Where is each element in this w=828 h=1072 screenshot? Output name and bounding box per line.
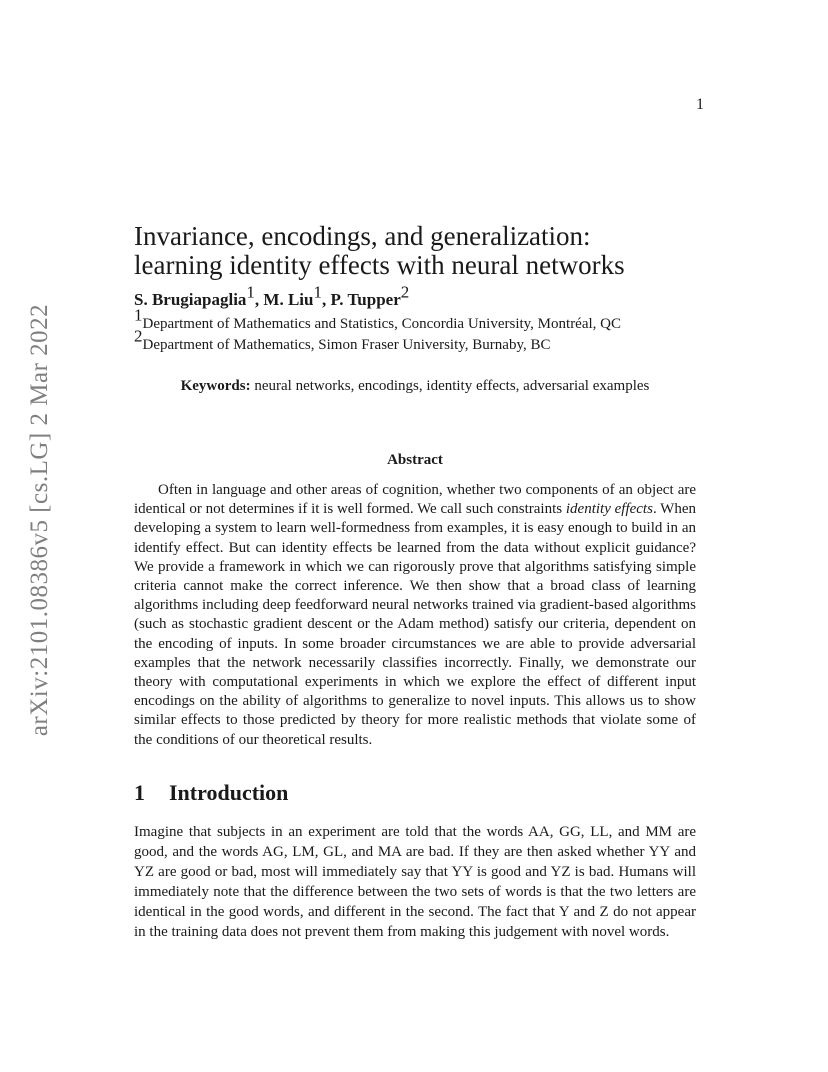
keywords-text: neural networks, encodings, identity effects, adversarial examples — [250, 378, 650, 394]
abstract-text — [134, 481, 696, 750]
author-name: P. Tupper — [330, 290, 401, 309]
abstract-emphasis: identity effects — [565, 501, 653, 518]
page-number: 1 — [696, 96, 704, 113]
affiliation-mark: 1 — [134, 305, 143, 325]
title-line-2: learning identity effects with neural networks — [134, 250, 625, 280]
affiliation-text: Department of Mathematics and Statistics, Concordia University, Montréal, QC — [142, 316, 622, 332]
section-number: 1 — [134, 779, 145, 805]
affiliation-mark: 2 — [134, 326, 143, 346]
affiliation-text: Department of Mathematics, Simon Fraser University, Burnaby, BC — [142, 337, 551, 353]
author-separator: , — [254, 290, 264, 309]
affiliation — [134, 326, 696, 356]
author-list — [134, 282, 696, 310]
arxiv-identifier-text: arXiv:2101.08386v5 [cs.LG] 2 Mar 2022 — [26, 303, 54, 737]
author-affiliation-mark: 1 — [313, 282, 322, 302]
author-separator: , — [321, 290, 331, 309]
paper-content — [134, 222, 696, 942]
abstract-text-part: Often in language and other areas of cognition, whether two components of an object are identical or not determines if it is well formed. We call such constraints — [134, 482, 696, 518]
author-affiliation-mark: 2 — [400, 282, 410, 302]
keywords — [134, 378, 696, 395]
arxiv-identifier-stamp — [20, 290, 60, 750]
author-affiliation-mark: 1 — [246, 282, 255, 302]
intro-paragraph: Imagine that subjects in an experiment are told that the words AA, GG, LL, and MM are good, and the words AG, LM, GL, and MA are bad. If they are then asked whether YY and YZ are good or bad, most will immediately say that YY is good and YZ is bad. Humans will immediately note that the difference between the two sets of words is that the two letters are identical in the good words, and different in the second. The fact that Y and Z do not appear in the training data does not prevent them from making this judgement with novel words. — [134, 823, 696, 940]
abstract-text-part: . When developing a system to learn well-formedness from examples, it is easy enough to build in an identify effect. But can identity effects be learned from the data without explicit guidance? We provide a framework in which we can rigorously prove that algorithms satisfying simple criteria cannot make the correct inference. We then show that a broad class of learning algorithms including deep feedforward neural networks trained via gradient-based algorithms (such as stochastic gradient descent or the Adam method) satisfy our criteria, dependent on the encoding of inputs. In some broader circumstances we are able to provide adversarial examples that the network necessarily classifies incorrectly. Finally, we demonstrate our theory with computational experiments in which we explore the effect of different input encodings on the ability of algorithms to generalize to novel inputs. This allows us to show similar effects to those predicted by theory for more realistic methods that violate some of the conditions of our theoretical results. — [134, 501, 696, 748]
section-heading — [134, 780, 696, 806]
author-name: M. Liu — [263, 290, 314, 309]
section-title: Introduction — [169, 779, 289, 805]
abstract-heading: Abstract — [387, 452, 443, 468]
affiliation — [134, 305, 696, 335]
title-line-1: Invariance, encodings, and generalization: — [134, 221, 591, 251]
author-name: S. Brugiapaglia — [134, 290, 247, 309]
keywords-label: Keywords: — [180, 378, 251, 394]
paper-title — [134, 222, 696, 280]
